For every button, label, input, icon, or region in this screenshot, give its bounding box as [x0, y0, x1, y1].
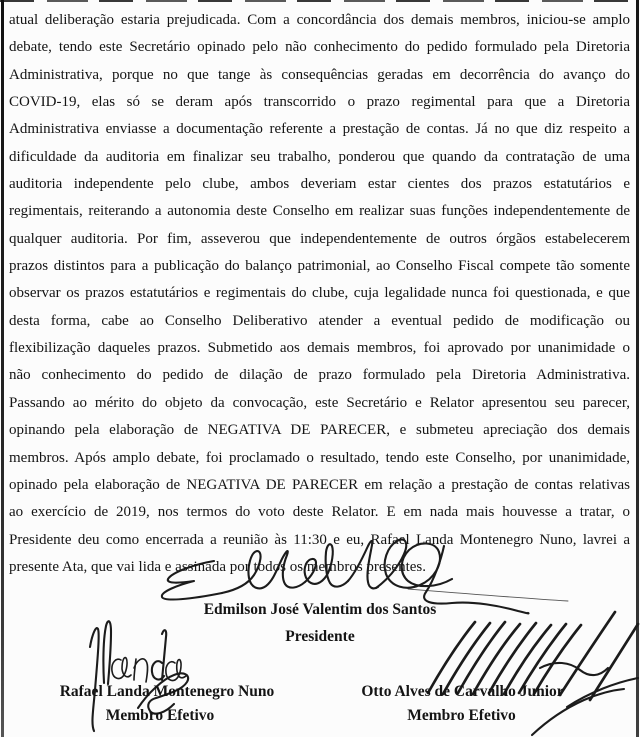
body-line: atual deliberação estaria prejudicada. Com a concordância dos demais membros, iniciou-se amplo [9, 12, 630, 28]
body-line: opinando pela elaboração de NEGATIVA DE PARECER, e submeteu apreciação dos demais [9, 422, 630, 439]
body-line: Presidente deu como encerrada a reunião às 11:30 e eu, Rafael Landa Montenegro Nuno, lavrei a [9, 531, 630, 548]
body-line: presente Ata, que vai lida e assinada por todos os membros presentes. [9, 558, 426, 575]
body-line: Administrativa enviasse a documentação referente a prestação de contas. Já no que diz respeito a [9, 121, 630, 138]
scan-artifact-left-line [1, 0, 4, 737]
body-line: desta forma, cabe ao Conselho Deliberativo atender a eventual pedido de modificação ou [9, 312, 630, 329]
president-name-label: Edmilson José Valentim dos Santos [203, 601, 437, 618]
member-rafael-role-label: Membro Efetivo [105, 707, 215, 724]
document-body [9, 7, 630, 581]
body-line: opinado pela elaboração de NEGATIVA DE PARECER em relação a prestação de contas relativas [9, 476, 630, 493]
body-line: regimentais, reiterando a autonomia deste Conselho em realizar suas funções independentemente de [9, 203, 630, 220]
body-line: auditoria independente pelo clube, ambos deveriam estar cientes dos prazos estatutários e [9, 176, 630, 193]
body-line: COVID-19, elas só se deram após transcorrido o prazo regimental para que a Diretoria [9, 94, 630, 111]
body-line: Administrativa, porque no que tange às consequências geradas em decorrência do avanço do [9, 66, 630, 83]
scan-artifact-right-line [636, 0, 639, 737]
body-line: prazos distintos para a publicação do balanço patrimonial, ao Conselho Fiscal compete tão somente [9, 258, 630, 275]
body-line: qualquer auditoria. Por fim, asseverou que independentemente de outros órgãos estabelecerem [9, 230, 630, 247]
body-line: observar os prazos estatutários e regimentais do clube, cuja legalidade nunca foi questionada, e que [9, 285, 630, 302]
body-line: dificuldade da auditoria em finalizar seu trabalho, ponderou que quando da contratação de uma [9, 148, 630, 165]
member-otto-role-label: Membro Efetivo [407, 707, 516, 724]
member-otto-name-label: Otto Alves de Carvalho Junior [361, 683, 564, 700]
president-role-label: Presidente [285, 628, 355, 645]
member-rafael-name-label: Rafael Landa Montenegro Nuno [59, 683, 275, 700]
body-line: Passando ao mérito do objeto da convocação, este Secretário e Relator apresentou seu parecer, [9, 394, 630, 411]
body-line: debate, tendo este Secretário opinado pelo não conhecimento do pedido formulado pela Diretoria [9, 39, 630, 56]
scan-artifact-top-line [0, 0, 640, 2]
body-line: membros. Após amplo debate, foi proclamado o resultado, tendo este Conselho, por unanimidade, [9, 449, 630, 466]
body-line: ao exercício de 2019, nos termos do voto deste Relator. E em nada mais houvesse a tratar, o [9, 504, 630, 521]
body-line: flexibilização daqueles prazos. Submetido aos demais membros, foi aprovado por unanimidade o [9, 340, 630, 357]
body-line: não conhecimento do pedido de dilação de prazo formulado pela Diretoria Administrativa. [9, 367, 630, 384]
